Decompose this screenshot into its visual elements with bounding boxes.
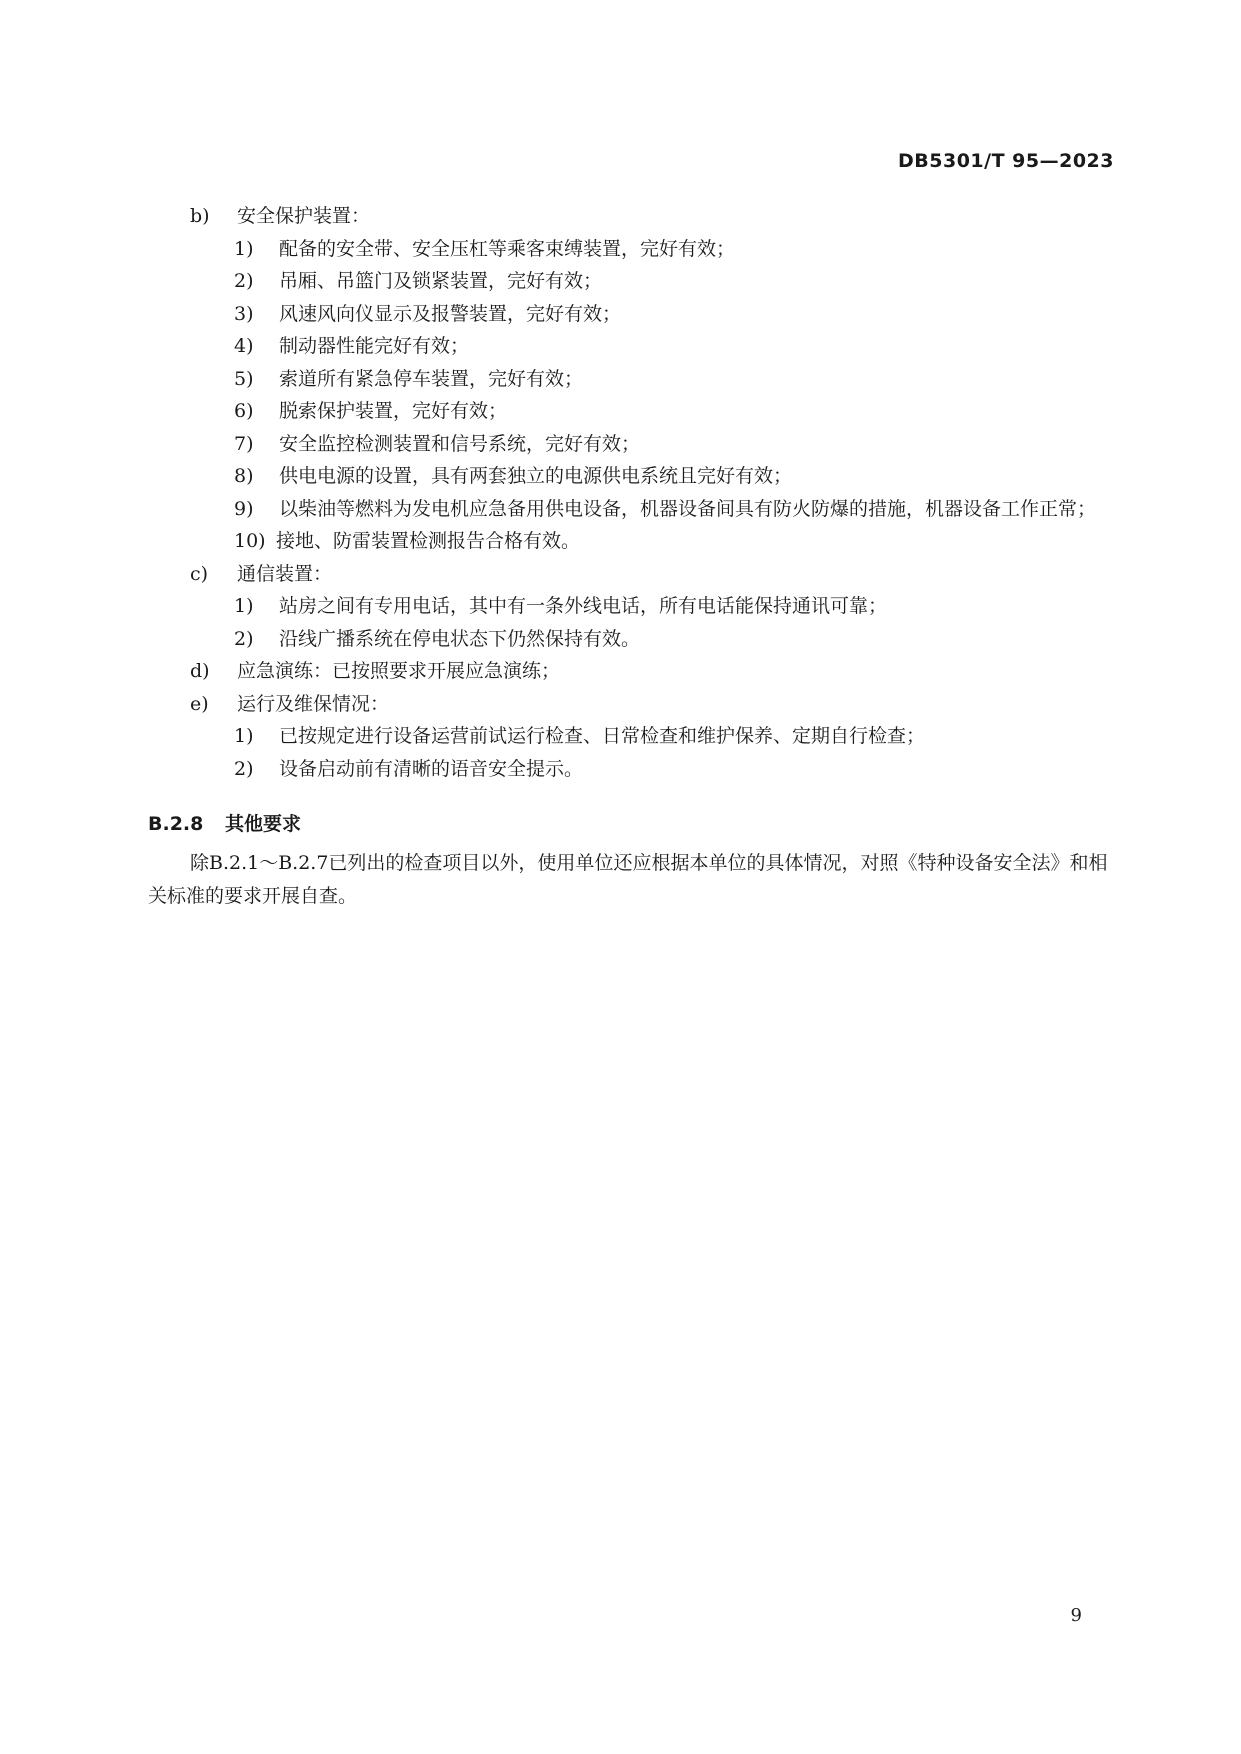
list-item-c — [148, 558, 1114, 591]
sub-item-text: 供电电源的设置，具有两套独立的电源供电系统且完好有效； — [279, 465, 793, 487]
sub-item-text: 吊厢、吊篮门及锁紧装置，完好有效； — [279, 270, 603, 292]
list-item-label: 通信装置： — [237, 562, 333, 585]
sub-item — [148, 493, 1114, 526]
section-heading — [148, 807, 1114, 841]
section-paragraph: 除B.2.1～B.2.7已列出的检查项目以外，使用单位还应根据本单位的具体情况，对照《特种设备安全法》和相关标准的要求开展自查。 — [148, 852, 1108, 907]
sub-item — [148, 525, 1114, 558]
list-item-label: 安全保护装置： — [237, 205, 371, 227]
sub-marker: 3) — [234, 302, 254, 325]
sub-item — [148, 623, 1114, 656]
sub-marker: 1) — [234, 725, 254, 747]
sub-marker: 9) — [234, 497, 254, 520]
sub-item-text: 索道所有紧急停车装置，完好有效； — [279, 367, 584, 390]
section-title: 其他要求 — [225, 813, 302, 835]
sub-marker: 2) — [234, 270, 254, 292]
sub-item — [148, 753, 1114, 786]
sub-marker: 2) — [234, 627, 254, 650]
list-marker: c) — [190, 562, 209, 585]
document-code: DB5301/T 95—2023 — [898, 150, 1114, 172]
sub-item — [148, 330, 1114, 363]
sub-item — [148, 590, 1114, 623]
sub-marker: 1) — [234, 237, 254, 260]
sub-item-text: 风速风向仪显示及报警装置，完好有效； — [279, 302, 622, 325]
page-content — [148, 200, 1114, 913]
sub-item — [148, 460, 1114, 493]
sub-item — [148, 720, 1114, 753]
list-marker: d) — [190, 660, 210, 682]
list-marker: e) — [190, 692, 209, 715]
sub-marker: 4) — [234, 335, 254, 357]
sub-marker: 1) — [234, 595, 254, 617]
sub-marker: 5) — [234, 367, 254, 390]
sub-item — [148, 428, 1114, 461]
sub-item — [148, 363, 1114, 396]
sub-marker: 10) — [234, 530, 266, 552]
list-item-d — [148, 655, 1114, 688]
list-marker: b) — [190, 205, 210, 227]
sub-item — [148, 233, 1114, 266]
sub-item-text: 安全监控检测装置和信号系统，完好有效； — [279, 432, 641, 455]
sub-marker: 7) — [234, 432, 254, 455]
sub-marker: 6) — [234, 400, 254, 422]
sub-item — [148, 395, 1114, 428]
sub-marker: 8) — [234, 465, 254, 487]
sub-item — [148, 298, 1114, 331]
list-item-label: 应急演练：已按照要求开展应急演练； — [237, 660, 561, 682]
sub-marker: 2) — [234, 757, 254, 780]
list-item-label: 运行及维保情况： — [237, 692, 390, 715]
sub-item-text: 沿线广播系统在停电状态下仍然保持有效。 — [279, 627, 641, 650]
list-item-b — [148, 200, 1114, 233]
list-item-e — [148, 688, 1114, 721]
sub-item-text: 以柴油等燃料为发电机应急备用供电设备，机器设备间具有防火防爆的措施，机器设备工作正常； — [279, 497, 1097, 520]
page-number: 9 — [1070, 1605, 1082, 1626]
sub-item-text: 制动器性能完好有效； — [279, 335, 470, 357]
sub-item-text: 配备的安全带、安全压杠等乘客束缚装置，完好有效； — [279, 237, 736, 260]
sub-item-text: 接地、防雷装置检测报告合格有效。 — [276, 530, 581, 552]
sub-item — [148, 265, 1114, 298]
sub-item-text: 已按规定进行设备运营前试运行检查、日常检查和维护保养、定期自行检查； — [279, 725, 926, 747]
sub-item-text: 设备启动前有清晰的语音安全提示。 — [279, 757, 584, 780]
sub-item-text: 脱索保护装置，完好有效； — [279, 400, 508, 422]
section-number: B.2.8 — [148, 813, 204, 835]
sub-item-text: 站房之间有专用电话，其中有一条外线电话，所有电话能保持通讯可靠； — [279, 595, 888, 617]
